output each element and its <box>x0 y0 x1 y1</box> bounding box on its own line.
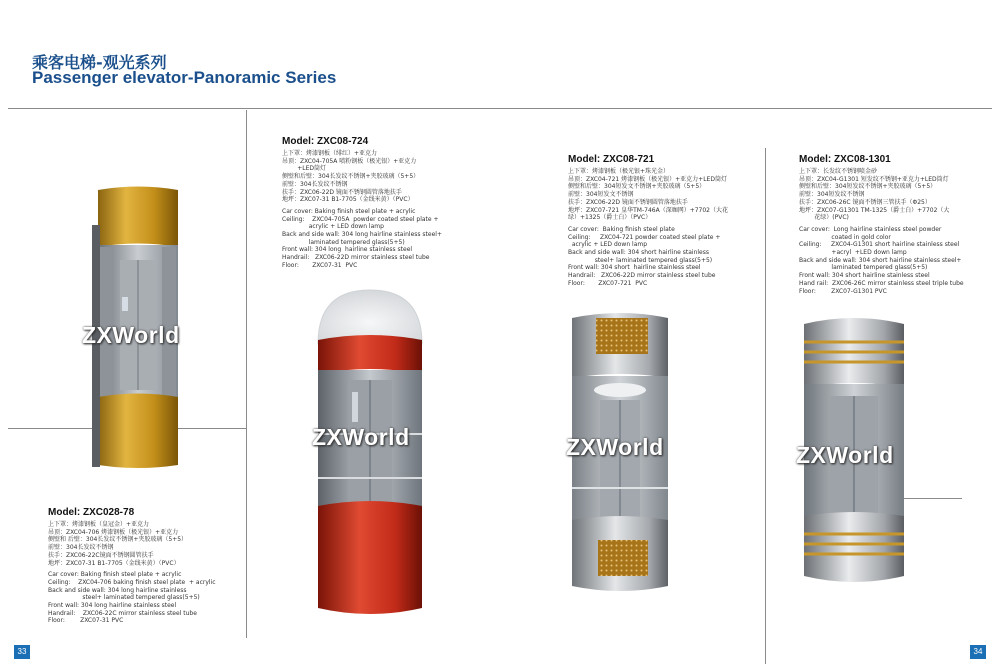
spec-cn-line: 前壁：304短发纹不锈钢 <box>799 191 865 199</box>
spec-cn-line: +LED筒灯 <box>282 165 327 173</box>
spec-cn-line: 吊顶：ZXC04-721 烤漆钢板（极光银）+亚克力+LED筒灯 <box>568 175 727 183</box>
spec-en-line: Hand rail: ZXC06-26C mirror stainless steel triple tube <box>799 279 964 287</box>
spec-cn-line: 侧壁和后壁：304长发纹不锈钢+夹胶玻璃（5+5） <box>282 173 420 181</box>
spec-cn-line: 地坪：ZXC07-31 B1-7705（金线米黄）（PVC） <box>48 559 180 567</box>
watermark-2: ZXWorld <box>312 424 410 450</box>
spec-en-line: Front wall: 304 long hairline stainless steel <box>282 246 413 254</box>
spec-zxc028-78 <box>48 507 244 625</box>
spec-en-line: Front wall: 304 long hairline stainless steel <box>48 602 177 610</box>
spec-en-line: laminated tempered glass(5+5) <box>282 238 405 246</box>
spec-en-line: Front wall: 304 short hairline stainless steel <box>568 264 701 272</box>
spec-cn-line: 上下罩：烤漆钢板（皇冠金）+亚克力 <box>48 521 150 528</box>
spec-en-line: Car cover: Baking finish steel plate + acrylic <box>48 571 182 579</box>
spec-en-line: Back and side wall: 304 short hairline stainless steel+ <box>799 256 962 264</box>
spec-en-line: Back and side wall: 304 long hairline stainless steel+ <box>282 231 442 239</box>
spec-en-line: steel+ laminated tempered glass(5+5) <box>568 256 713 264</box>
spec-cn-line: 地坪：ZXC07-31 B1-7705（金线米黄）（PVC） <box>282 196 414 204</box>
spec-cn-line: 前壁：304长发纹不锈钢 <box>282 180 348 188</box>
page-title-cn: 乘客电梯-观光系列 <box>32 53 167 72</box>
spec-zxc08-1301 <box>799 154 991 295</box>
spec-en-line: Handrail: ZXC06-22C mirror stainless steel tube <box>48 609 197 617</box>
spec-en-line: Ceiling: ZXC04-721 powder coated steel plate + <box>568 233 721 241</box>
spec-en-line: laminated tempered glass(5+5) <box>799 264 928 272</box>
spec-cn-line: 上下罩：长发纹不锈钢喷金砂 <box>799 168 878 175</box>
spec-en-line: Handrail: ZXC06-22D mirror stainless steel tube <box>568 272 716 280</box>
spec-cn-line: 吊顶：ZXC04-705A 喷粉钢板（极光银）+亚克力 <box>282 157 417 165</box>
watermark-3: ZXWorld <box>566 434 664 460</box>
spec-cn-line: 扶手：ZXC06-22D 镜面不锈钢圆管落地扶手 <box>568 198 688 206</box>
watermark-4: ZXWorld <box>796 442 894 468</box>
header-divider <box>8 108 992 109</box>
model-title: Model: ZXC028-78 <box>48 507 135 518</box>
spec-en-line: Floor: ZXC07-G1301 PVC <box>799 287 887 295</box>
spec-en-line: +acryl +LED down lamp <box>799 249 907 257</box>
spec-cn-line: 吊顶：ZXC04-G1301 短发纹不锈钢+亚克力+LED筒灯 <box>799 175 949 183</box>
spec-en-line: Front wall: 304 short hairline stainless steel <box>799 272 930 280</box>
spec-zxc08-724 <box>282 136 442 270</box>
spec-cn-line: 前壁：304短发文不锈钢 <box>568 191 634 199</box>
watermark-1: ZXWorld <box>82 322 180 348</box>
spec-cn-line: 扶手：ZXC06-22D 镜面不锈钢圆管落地扶手 <box>282 188 402 196</box>
spec-en-line: acrylic + LED down lamp <box>568 241 648 249</box>
spec-en-line: Car cover: Baking finish steel plate + acrylic <box>282 207 416 215</box>
spec-cn-line: 上下罩：烤漆钢板（极光银+珠光金） <box>568 168 670 175</box>
spec-en-line: Back and side wall: 304 short hairline stainless <box>568 249 709 257</box>
right-divider <box>765 148 766 664</box>
spec-en-line: acrylic + LED down lamp <box>282 223 384 231</box>
model-title: Model: ZXC08-1301 <box>799 154 891 165</box>
spec-en-line: steel+ laminated tempered glass(5+5) <box>48 594 200 602</box>
page-title-en: Passenger elevator-Panoramic Series <box>32 68 337 87</box>
model-title: Model: ZXC08-721 <box>568 154 655 165</box>
center-divider <box>246 110 247 638</box>
right-floor-line <box>900 498 962 499</box>
model-title: Model: ZXC08-724 <box>282 136 369 147</box>
spec-en-line: Ceiling: ZXC04-G1301 short hairline stainless steel <box>799 241 960 249</box>
spec-en-line: Handrail: ZXC06-22D mirror stainless steel tube <box>282 254 430 262</box>
page-number-left: 33 <box>14 645 30 659</box>
spec-en-line: Car cover: Baking finish steel plate <box>568 225 675 233</box>
spec-en-line: Floor: ZXC07-721 PVC <box>568 279 648 287</box>
spec-cn-line: 绿）+1325（爵士白）（PVC） <box>568 214 652 222</box>
spec-en-line: Floor: ZXC07-31 PVC <box>282 261 358 269</box>
spec-cn-line: 前壁：304长发纹不锈钢 <box>48 544 114 552</box>
page-number-right: 34 <box>970 645 986 659</box>
spec-cn-line: 侧壁和 后壁：304长发纹不锈钢+夹胶玻璃（5+5） <box>48 536 188 544</box>
spec-cn-line: 地坪：ZXC07-G1301 TM-1325（爵士白）+7702（大 <box>799 206 950 214</box>
spec-cn-line: 上下罩：烤漆钢板（绯红）+亚克力 <box>282 150 378 157</box>
spec-en-line: Back and side wall: 304 long hairline stainless <box>48 586 187 594</box>
spec-cn-line: 扶手：ZXC06-22C镜面不锈钢圆管扶手 <box>48 551 154 559</box>
spec-cn-line: 侧壁和后壁：304短发纹不锈钢+夹胶玻璃（5+5） <box>799 183 937 191</box>
spec-cn-line: 扶手：ZXC06-26C 镜面不锈钢三管扶手（Φ25） <box>799 198 931 206</box>
spec-en-line: coated in gold color <box>799 233 891 241</box>
spec-en-line: Ceiling: ZXC04-706 baking finish steel plate + acrylic <box>48 578 216 586</box>
elevator-image-zxc08-724 <box>312 282 428 622</box>
spec-en-line: Car cover: Long hairline stainless steel powder <box>799 225 942 233</box>
spec-en-line: Floor: ZXC07-31 PVC <box>48 617 124 625</box>
spec-en-line: Ceiling: ZXC04-705A powder coated steel plate + <box>282 215 439 223</box>
spec-cn-line: 侧壁和后壁：304短发文不锈钢+夹胶玻璃（5+5） <box>568 183 706 191</box>
spec-cn-line: 花绿）(PVC) <box>799 214 849 222</box>
spec-cn-line: 地坪：ZXC07-721 皇华TM-746A（深咖网）+7702（大花 <box>568 206 728 214</box>
spec-zxc08-721 <box>568 154 758 288</box>
spec-cn-line: 吊顶：ZXC04-706 烤漆钢板（极光银）+亚克力 <box>48 528 179 536</box>
